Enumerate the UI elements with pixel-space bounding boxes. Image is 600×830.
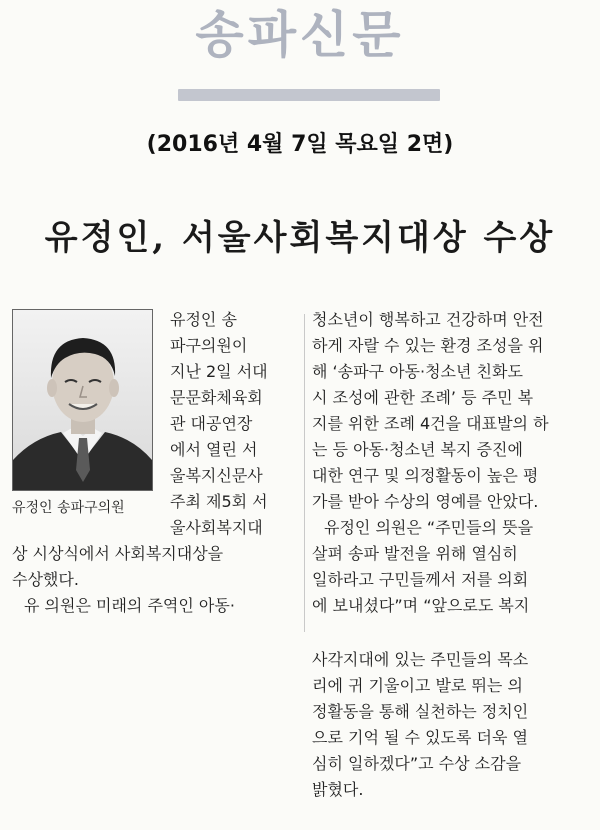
text-line: 울사회복지대 — [170, 518, 263, 537]
text-line: 수상했다. — [12, 570, 79, 589]
article-column-2-bottom — [312, 647, 592, 803]
text-line: 대한 연구 및 의정활동이 높은 평 — [312, 466, 539, 485]
text-line: 심히 일하겠다”고 수상 소감을 — [312, 754, 522, 773]
text-line: 지난 2일 서대 — [170, 362, 268, 381]
article-column-1-top — [170, 307, 295, 541]
article-column-2-top — [312, 307, 592, 619]
text-line: 시 조성에 관한 조례’ 등 주민 복 — [312, 388, 534, 407]
text-line: 일하라고 구민들께서 저를 의회 — [312, 570, 529, 589]
portrait-illustration — [13, 310, 152, 490]
text-line: 문문화체육회 — [170, 388, 263, 407]
photo-caption: 유정인 송파구의원 — [12, 500, 125, 516]
text-line: 가를 받아 수상의 영예를 안았다. — [312, 492, 539, 511]
text-line: 밝혔다. — [312, 780, 364, 799]
text-line: 청소년이 행복하고 건강하며 안전 — [312, 310, 544, 329]
text-line: 으로 기억 될 수 있도록 더욱 열 — [312, 728, 528, 747]
text-line: 에 보내셨다”며 “앞으로도 복지 — [312, 596, 530, 615]
text-line: 유 의원은 미래의 주역인 아동· — [24, 596, 235, 615]
text-line: 살펴 송파 발전을 위해 열심히 — [312, 544, 518, 563]
text-line: 주최 제5회 서 — [170, 492, 268, 511]
text-line: 정활동을 통해 실천하는 정치인 — [312, 702, 529, 721]
text-line: 하게 자랄 수 있는 환경 조성을 위 — [312, 336, 544, 355]
text-line: 상 시상식에서 사회복지대상을 — [12, 544, 224, 563]
text-line: 파구의원이 — [170, 336, 248, 355]
text-line: 유정인 송 — [170, 310, 237, 329]
text-line: 울복지신문사 — [170, 466, 263, 485]
text-line: 관 대공연장 — [170, 414, 253, 433]
portrait-photo — [12, 309, 153, 491]
text-line: 지를 위한 조례 4건을 대표발의 하 — [312, 414, 549, 433]
text-line: 사각지대에 있는 주민들의 목소 — [312, 650, 529, 669]
text-line: 는 등 아동·청소년 복지 증진에 — [312, 440, 523, 459]
text-line: 에서 열린 서 — [170, 440, 258, 459]
text-line: 해 ‘송파구 아동·청소년 친화도 — [312, 362, 523, 381]
column-divider — [304, 314, 305, 632]
article-column-1-bottom — [12, 541, 297, 619]
text-line: 유정인 의원은 “주민들의 뜻을 — [324, 518, 534, 537]
article-headline: 유정인, 서울사회복지대상 수상 — [44, 218, 556, 258]
publication-dateline: (2016년 4월 7일 목요일 2면) — [146, 132, 454, 157]
newspaper-masthead: 송파신문 — [195, 6, 405, 64]
text-line: 리에 귀 기울이고 발로 뛰는 의 — [312, 676, 523, 695]
masthead-underline — [178, 89, 440, 101]
